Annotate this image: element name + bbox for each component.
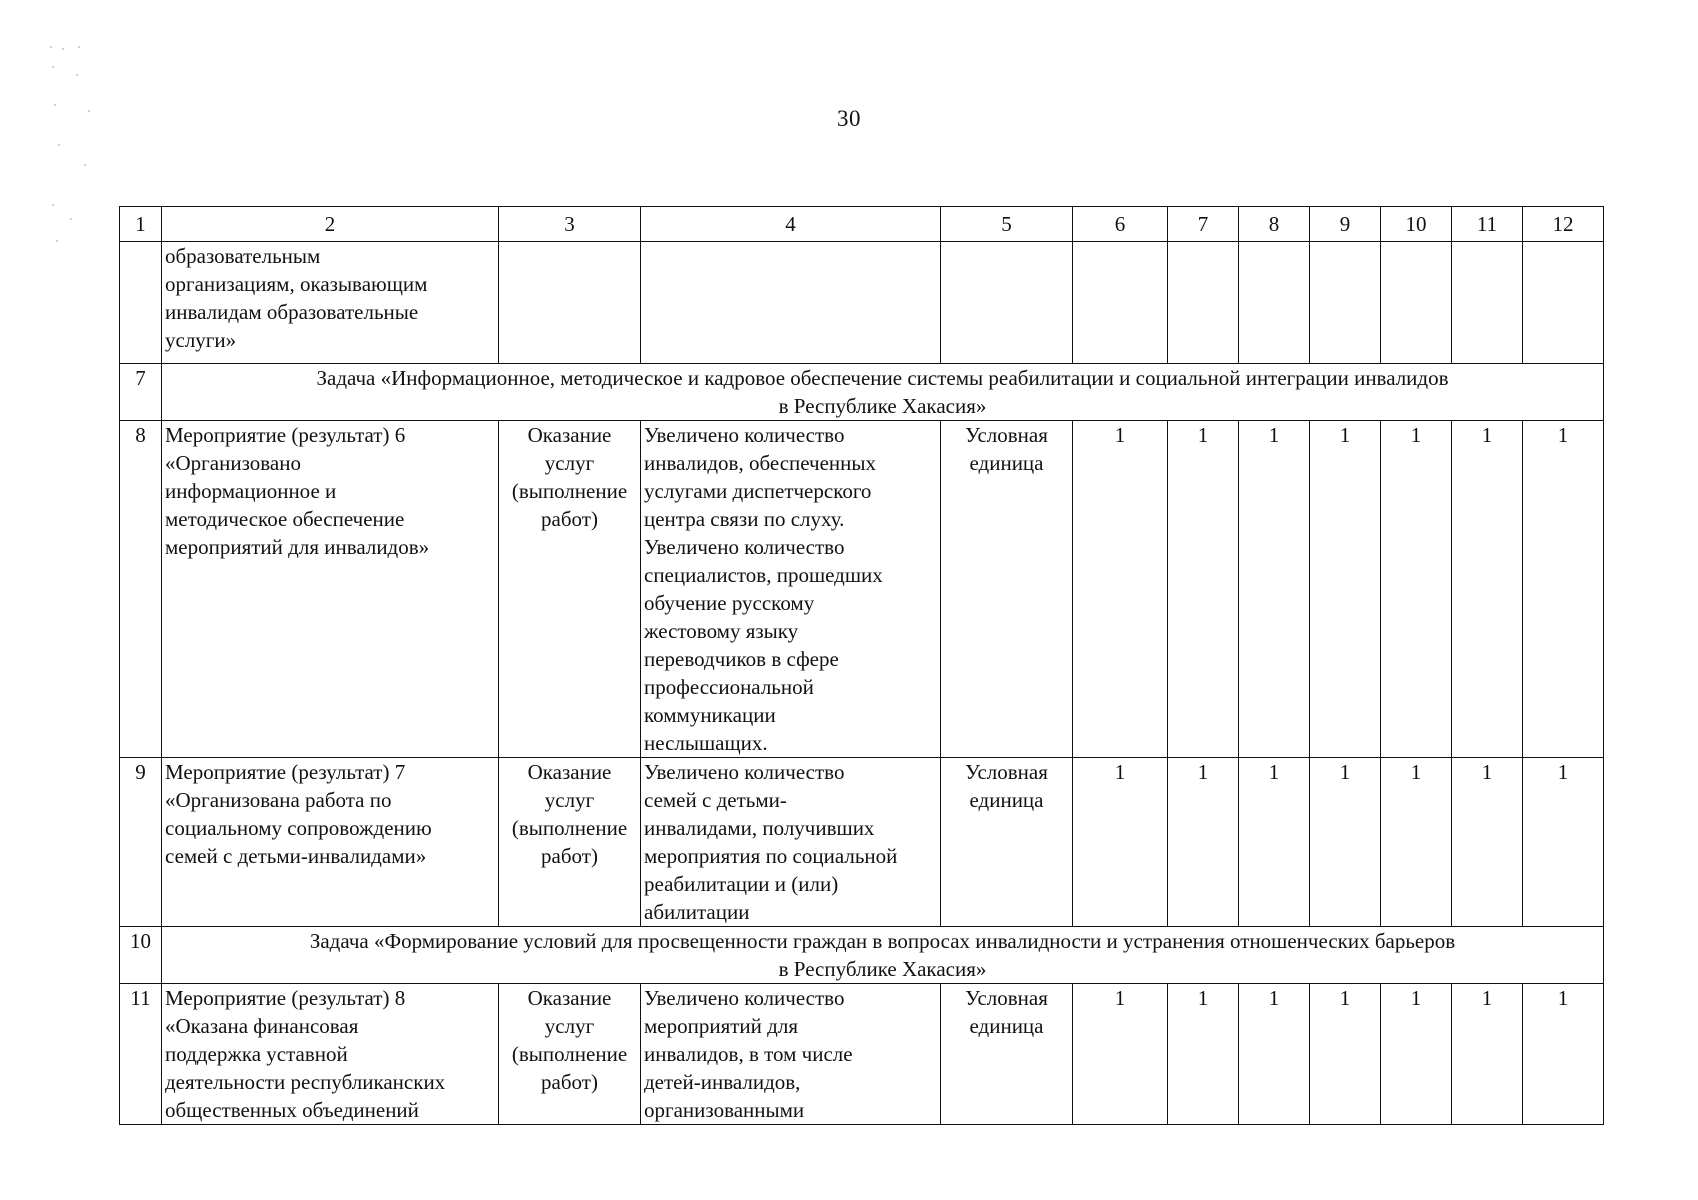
text-line: инвалидам образовательные	[165, 300, 419, 324]
text-line: единица	[969, 1014, 1044, 1038]
text-line: Мероприятие (результат) 7	[165, 760, 406, 784]
text-line: профессиональной	[644, 675, 814, 699]
text-line: поддержка уставной	[165, 1042, 348, 1066]
measure-type-cell	[499, 984, 641, 1125]
text-line: организациям, оказывающим	[165, 272, 428, 296]
measure-row-11	[120, 984, 1604, 1125]
task-title-line: в Республике Хакасия»	[778, 957, 987, 981]
text-line: мероприятия по социальной	[644, 844, 898, 868]
value-cell: 1	[1523, 421, 1604, 758]
header-cell: 2	[162, 207, 499, 242]
text-line: реабилитации и (или)	[644, 872, 839, 896]
text-line: абилитации	[644, 900, 750, 924]
unit-cell	[941, 984, 1073, 1125]
measures-table	[119, 206, 1604, 1125]
result-description-cell	[641, 758, 941, 927]
value-cell: 1	[1452, 421, 1523, 758]
header-cell: 12	[1523, 207, 1604, 242]
text-line: общественных объединений	[165, 1098, 419, 1122]
header-cell: 7	[1168, 207, 1239, 242]
text-line: Оказание	[527, 423, 612, 447]
value-cell: 1	[1168, 421, 1239, 758]
text-line: «Оказана финансовая	[165, 1014, 359, 1038]
header-cell: 9	[1310, 207, 1381, 242]
text-line: Условная	[965, 760, 1048, 784]
empty-cell	[1310, 242, 1381, 364]
measure-name-cell	[162, 984, 499, 1125]
header-cell: 8	[1239, 207, 1310, 242]
text-line: услуг	[544, 451, 595, 475]
table-row-continuation	[120, 242, 1604, 364]
empty-cell	[1073, 242, 1168, 364]
unit-cell	[941, 421, 1073, 758]
text-line: услуг	[544, 1014, 595, 1038]
scan-artifact-marks	[48, 44, 128, 264]
value-cell: 1	[1073, 984, 1168, 1125]
value-cell: 1	[1381, 984, 1452, 1125]
measure-type-cell	[499, 758, 641, 927]
empty-cell	[941, 242, 1073, 364]
empty-cell	[1381, 242, 1452, 364]
text-line: Увеличено количество	[644, 423, 845, 447]
measure-row-8	[120, 421, 1604, 758]
text-line: Оказание	[527, 986, 612, 1010]
value-cell: 1	[1310, 421, 1381, 758]
text-line: услуг	[544, 788, 595, 812]
text-line: (выполнение	[511, 479, 628, 503]
row-number: 8	[120, 421, 162, 758]
text-line: неслышащих.	[644, 731, 768, 755]
text-line: детей-инвалидов,	[644, 1070, 801, 1094]
text-line: мероприятий для	[644, 1014, 798, 1038]
page-number: 30	[837, 106, 861, 131]
text-line: «Организована работа по	[165, 788, 392, 812]
header-cell: 4	[641, 207, 941, 242]
text-line: единица	[969, 788, 1044, 812]
text-line: деятельности республиканских	[165, 1070, 446, 1094]
text-line: Увеличено количество	[644, 535, 845, 559]
header-cell: 1	[120, 207, 162, 242]
text-line: методическое обеспечение	[165, 507, 405, 531]
text-line: семей с детьми-	[644, 788, 787, 812]
text-line: Мероприятие (результат) 8	[165, 986, 406, 1010]
value-cell: 1	[1452, 758, 1523, 927]
value-cell: 1	[1452, 984, 1523, 1125]
text-line: работ)	[541, 507, 598, 531]
task-title-line: Задача «Информационное, методическое и кадровое обеспечение системы реабилитации и социальной интеграции инвалидов	[316, 366, 1449, 390]
header-row	[120, 207, 1604, 242]
value-cell: 1	[1073, 758, 1168, 927]
task-title-line: в Республике Хакасия»	[778, 394, 987, 418]
measure-name-cell	[162, 242, 499, 364]
empty-cell	[641, 242, 941, 364]
text-line: инвалидов, в том числе	[644, 1042, 853, 1066]
text-line: жестовому языку	[644, 619, 799, 643]
value-cell: 1	[1310, 758, 1381, 927]
value-cell: 1	[1523, 984, 1604, 1125]
header-cell: 10	[1381, 207, 1452, 242]
text-line: работ)	[541, 1070, 598, 1094]
result-description-cell	[641, 421, 941, 758]
text-line: переводчиков в сфере	[644, 647, 839, 671]
text-line: инвалидами, получивших	[644, 816, 875, 840]
value-cell: 1	[1239, 984, 1310, 1125]
header-cell: 5	[941, 207, 1073, 242]
value-cell: 1	[1168, 984, 1239, 1125]
value-cell: 1	[1239, 421, 1310, 758]
empty-cell	[1239, 242, 1310, 364]
row-number: 11	[120, 984, 162, 1125]
text-line: мероприятий для инвалидов»	[165, 535, 430, 559]
text-line: Увеличено количество	[644, 986, 845, 1010]
text-line: работ)	[541, 844, 598, 868]
value-cell: 1	[1310, 984, 1381, 1125]
text-line: обучение русскому	[644, 591, 815, 615]
text-line: (выполнение	[511, 1042, 628, 1066]
row-number: 10	[120, 927, 162, 984]
text-line: специалистов, прошедших	[644, 563, 883, 587]
header-cell: 3	[499, 207, 641, 242]
row-number-cell	[120, 242, 162, 364]
empty-cell	[1523, 242, 1604, 364]
measure-type-cell	[499, 421, 641, 758]
measure-row-9	[120, 758, 1604, 927]
text-line: Оказание	[527, 760, 612, 784]
text-line: Условная	[965, 986, 1048, 1010]
row-number: 7	[120, 364, 162, 421]
row-number: 9	[120, 758, 162, 927]
text-line: инвалидов, обеспеченных	[644, 451, 877, 475]
value-cell: 1	[1381, 758, 1452, 927]
text-line: услугами диспетчерского	[644, 479, 872, 503]
text-line: услуги»	[165, 328, 237, 352]
task-row-10	[120, 927, 1604, 984]
task-title-line: Задача «Формирование условий для просвещенности граждан в вопросах инвалидности и устранения отношенческих барьеров	[309, 929, 1456, 953]
value-cell: 1	[1073, 421, 1168, 758]
text-line: коммуникации	[644, 703, 776, 727]
text-line: информационное и	[165, 479, 337, 503]
task-title-cell	[162, 927, 1604, 984]
text-line: (выполнение	[511, 816, 628, 840]
text-line: Условная	[965, 423, 1048, 447]
text-line: «Организовано	[165, 451, 301, 475]
header-cell: 11	[1452, 207, 1523, 242]
empty-cell	[499, 242, 641, 364]
task-row-7	[120, 364, 1604, 421]
text-line: семей с детьми-инвалидами»	[165, 844, 427, 868]
empty-cell	[1452, 242, 1523, 364]
text-line: единица	[969, 451, 1044, 475]
header-cell: 6	[1073, 207, 1168, 242]
value-cell: 1	[1168, 758, 1239, 927]
text-line: организованными	[644, 1098, 805, 1122]
text-line: Увеличено количество	[644, 760, 845, 784]
text-line: Мероприятие (результат) 6	[165, 423, 406, 447]
value-cell: 1	[1381, 421, 1452, 758]
task-title-cell	[162, 364, 1604, 421]
measure-name-cell	[162, 758, 499, 927]
text-line: образовательным	[165, 244, 321, 268]
empty-cell	[1168, 242, 1239, 364]
value-cell: 1	[1523, 758, 1604, 927]
text-line: социальному сопровождению	[165, 816, 432, 840]
text-line: центра связи по слуху.	[644, 507, 845, 531]
measure-name-cell	[162, 421, 499, 758]
result-description-cell	[641, 984, 941, 1125]
unit-cell	[941, 758, 1073, 927]
value-cell: 1	[1239, 758, 1310, 927]
